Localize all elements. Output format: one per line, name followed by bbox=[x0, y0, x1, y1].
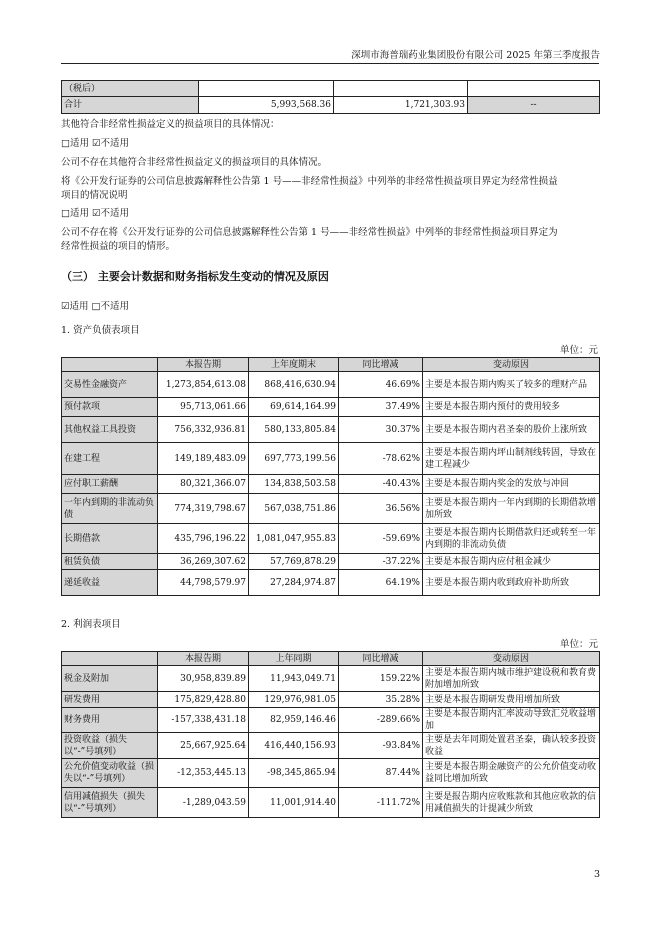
row-label: 应付职工薪酬 bbox=[62, 475, 158, 494]
change-reason: 主要是本报告期内应付租金减少 bbox=[423, 554, 600, 570]
table-row bbox=[62, 666, 600, 692]
table-row bbox=[62, 372, 600, 398]
applicability-note: □适用 ☑不适用 bbox=[61, 208, 130, 219]
current-value: -12,353,445.13 bbox=[158, 759, 249, 788]
row-label: 预付款项 bbox=[62, 398, 158, 417]
ytd-value bbox=[334, 81, 468, 97]
change-percent: -59.69% bbox=[339, 524, 423, 554]
balance-sheet-table bbox=[61, 357, 600, 596]
prior-value: 697,773,199.56 bbox=[249, 443, 339, 475]
change-percent: 30.37% bbox=[339, 417, 423, 443]
prior-value: 27,284,974.87 bbox=[249, 570, 339, 596]
table-row bbox=[62, 788, 600, 818]
header-cell: 上年度期末 bbox=[249, 358, 339, 372]
change-percent: 36.56% bbox=[339, 494, 423, 524]
header-cell bbox=[62, 358, 158, 372]
paragraph: 公司不存在将《公开发行证券的公司信息披露解释性公告第 1 号——非经常性损益》中列举的非经常性损益项目界定为 bbox=[61, 227, 558, 238]
table-row bbox=[62, 417, 600, 443]
paragraph: 项目的情况说明 bbox=[61, 190, 128, 201]
current-value: -1,289,043.59 bbox=[158, 788, 249, 818]
change-percent: -78.62% bbox=[339, 443, 423, 475]
current-value: 36,269,307.62 bbox=[158, 554, 249, 570]
row-label: 其他权益工具投资 bbox=[62, 417, 158, 443]
current-value: 149,189,483.09 bbox=[158, 443, 249, 475]
change-percent: 37.49% bbox=[339, 398, 423, 417]
paragraph: 将《公开发行证券的公司信息披露解释性公告第 1 号——非经常性损益》中列举的非经常性损益项目界定为经常性损益 bbox=[61, 176, 558, 187]
change-reason: 主要是本报告期内城市维护建设税和教育费附加增加所致 bbox=[423, 666, 600, 692]
current-value: 80,321,366.07 bbox=[158, 475, 249, 494]
current-value: 175,829,428.80 bbox=[158, 692, 249, 708]
change-percent: -289.66% bbox=[339, 708, 423, 733]
table-row bbox=[62, 475, 600, 494]
paragraph: 其他符合非经常性损益定义的损益项目的具体情况： bbox=[61, 119, 280, 130]
current-value: 756,332,936.81 bbox=[158, 417, 249, 443]
table-row bbox=[62, 733, 600, 759]
change-percent: -111.72% bbox=[339, 788, 423, 818]
prior-value: 129,976,981.05 bbox=[249, 692, 339, 708]
row-label: （税后） bbox=[62, 81, 199, 97]
table-row bbox=[62, 97, 600, 114]
change-reason: 主要是报告期内应收账款和其他应收款的信用减值损失的计提减少所致 bbox=[423, 788, 600, 818]
paragraph: 经常性损益的项目的情形。 bbox=[61, 241, 176, 252]
current-value bbox=[199, 81, 334, 97]
header-cell: 上年同期 bbox=[249, 652, 339, 666]
page-number: 3 bbox=[593, 869, 600, 880]
change-reason: 主要是去年同期处置君圣泰，确认较多投资收益 bbox=[423, 733, 600, 759]
change-reason: 主要是本报告期内收到政府补助所致 bbox=[423, 570, 600, 596]
balance-sheet-title: 1. 资产负债表项目 bbox=[61, 325, 140, 336]
nonrecurring-total-table bbox=[61, 80, 600, 114]
row-label: 税金及附加 bbox=[62, 666, 158, 692]
current-value: 774,319,798.67 bbox=[158, 494, 249, 524]
change-reason: 主要是本报告期内奖金的发放与冲回 bbox=[423, 475, 600, 494]
prior-value: 416,440,156.93 bbox=[249, 733, 339, 759]
paragraph: 公司不存在其他符合非经常性损益定义的损益项目的具体情况。 bbox=[61, 157, 328, 168]
ytd-value: 1,721,303.93 bbox=[334, 97, 468, 114]
change-reason: 主要是本报告期金融资产的公允价值变动收益同比增加所致 bbox=[423, 759, 600, 788]
current-value: 25,667,925.64 bbox=[158, 733, 249, 759]
table-row bbox=[62, 759, 600, 788]
prior-value: 69,614,164.99 bbox=[249, 398, 339, 417]
header-cell bbox=[62, 652, 158, 666]
income-statement-unit: 单位：元 bbox=[559, 639, 598, 650]
change-reason: 主要是本报告期内长期借款归还或转至一年内到期的非流动负债 bbox=[423, 524, 600, 554]
prior-value: 567,038,751.86 bbox=[249, 494, 339, 524]
header-divider bbox=[61, 63, 599, 64]
current-value: 435,796,196.22 bbox=[158, 524, 249, 554]
header-cell: 本报告期 bbox=[158, 358, 249, 372]
report-header-title: 深圳市海普瑞药业集团股份有限公司 2025 年第三季度报告 bbox=[351, 50, 600, 61]
prior-value: 1,081,047,955.83 bbox=[249, 524, 339, 554]
row-label: 财务费用 bbox=[62, 708, 158, 733]
change-percent: -37.22% bbox=[339, 554, 423, 570]
row-label: 合计 bbox=[62, 97, 199, 114]
change-reason: 主要是本报告期内预付的费用较多 bbox=[423, 398, 600, 417]
row-label: 长期借款 bbox=[62, 524, 158, 554]
row-label: 一年内到期的非流动负债 bbox=[62, 494, 158, 524]
prior-value: 580,133,805.84 bbox=[249, 417, 339, 443]
table-row bbox=[62, 494, 600, 524]
table-row bbox=[62, 524, 600, 554]
change-reason: 主要是本报告期内购买了较多的理财产品 bbox=[423, 372, 600, 398]
current-value: 95,713,061.66 bbox=[158, 398, 249, 417]
table-row bbox=[62, 443, 600, 475]
change-percent: 87.44% bbox=[339, 759, 423, 788]
change-percent: -40.43% bbox=[339, 475, 423, 494]
table-row bbox=[62, 708, 600, 733]
table-row bbox=[62, 398, 600, 417]
table-header-row bbox=[62, 358, 600, 372]
change-reason: 主要是本报告期内汇率波动导致汇兑收益增加 bbox=[423, 708, 600, 733]
current-value: -157,338,431.18 bbox=[158, 708, 249, 733]
table-row bbox=[62, 692, 600, 708]
row-label: 递延收益 bbox=[62, 570, 158, 596]
current-value: 30,958,839.89 bbox=[158, 666, 249, 692]
section-heading: （三） 主要会计数据和财务指标发生变动的情况及原因 bbox=[61, 270, 329, 283]
header-cell: 变动原因 bbox=[423, 652, 600, 666]
change-percent: 159.22% bbox=[339, 666, 423, 692]
row-label: 研发费用 bbox=[62, 692, 158, 708]
header-cell: 同比增减 bbox=[339, 358, 423, 372]
change-reason: 主要是本报告期内君圣泰的股价上涨所致 bbox=[423, 417, 600, 443]
prior-value: 11,001,914.40 bbox=[249, 788, 339, 818]
header-cell: 同比增减 bbox=[339, 652, 423, 666]
table-row bbox=[62, 554, 600, 570]
applicability-note: □适用 ☑不适用 bbox=[61, 138, 130, 149]
row-label: 公允价值变动收益（损失以“-”号填列） bbox=[62, 759, 158, 788]
table-row bbox=[62, 81, 600, 97]
prior-value: 11,943,049.71 bbox=[249, 666, 339, 692]
current-value: 44,798,579.97 bbox=[158, 570, 249, 596]
balance-sheet-unit: 单位：元 bbox=[559, 345, 598, 356]
change-percent: 64.19% bbox=[339, 570, 423, 596]
prior-value: 868,416,630.94 bbox=[249, 372, 339, 398]
header-cell: 变动原因 bbox=[423, 358, 600, 372]
note-cell: -- bbox=[468, 97, 600, 114]
income-statement-title: 2. 利润表项目 bbox=[61, 619, 121, 630]
row-label: 交易性金融资产 bbox=[62, 372, 158, 398]
current-value: 5,993,568.36 bbox=[199, 97, 334, 114]
prior-value: -98,345,865.94 bbox=[249, 759, 339, 788]
table-header-row bbox=[62, 652, 600, 666]
income-statement-table bbox=[61, 651, 600, 818]
change-reason: 主要是本报告期内坪山制剂线转固，导致在建工程减少 bbox=[423, 443, 600, 475]
row-label: 信用减值损失（损失以“-”号填列） bbox=[62, 788, 158, 818]
change-reason: 主要是本报告期研发费用增加所致 bbox=[423, 692, 600, 708]
header-cell: 本报告期 bbox=[158, 652, 249, 666]
change-percent: 46.69% bbox=[339, 372, 423, 398]
change-percent: 35.28% bbox=[339, 692, 423, 708]
prior-value: 57,769,878.29 bbox=[249, 554, 339, 570]
prior-value: 134,838,503.58 bbox=[249, 475, 339, 494]
change-reason: 主要是本报告期内一年内到期的长期借款增加所致 bbox=[423, 494, 600, 524]
row-label: 在建工程 bbox=[62, 443, 158, 475]
applicability-note: ☑适用 □不适用 bbox=[61, 301, 130, 312]
row-label: 租赁负债 bbox=[62, 554, 158, 570]
current-value: 1,273,854,613.08 bbox=[158, 372, 249, 398]
row-label: 投资收益（损失以“-”号填列） bbox=[62, 733, 158, 759]
change-percent: -93.84% bbox=[339, 733, 423, 759]
prior-value: 82,959,146.46 bbox=[249, 708, 339, 733]
note-cell bbox=[468, 81, 600, 97]
table-row bbox=[62, 570, 600, 596]
